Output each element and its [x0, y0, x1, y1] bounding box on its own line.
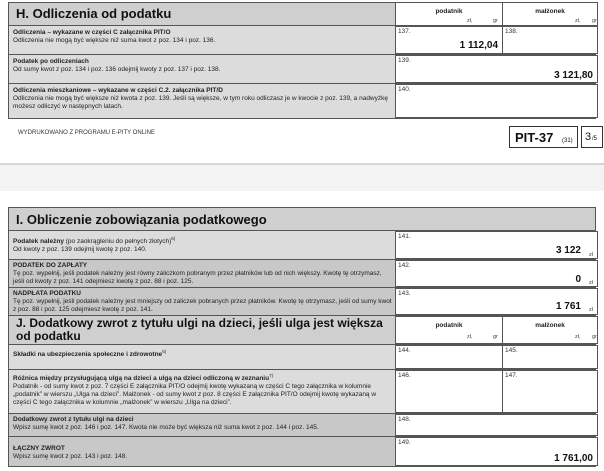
col-header-taxpayer: podatnik — [435, 322, 463, 329]
field-number: 147. — [505, 372, 518, 379]
row-desc: Od sumy kwot z poz. 134 i poz. 136 odejmij kwoty z poz. 137 i poz. 138. — [13, 66, 221, 73]
field-146[interactable] — [395, 370, 503, 413]
row-additional-refund — [8, 414, 596, 437]
row-deductions-pit-o — [8, 26, 596, 55]
field-currency: zł — [589, 307, 593, 313]
currency-gr: gr — [592, 18, 597, 24]
field-value: 1 761,00 — [554, 453, 593, 464]
field-number: 137. — [398, 28, 411, 35]
section-i-title: I. Obliczenie zobowiązania podatkowego — [16, 212, 267, 227]
row-desc: Tę poz. wypełnij, jeśli podatek należny jest równy zaliczkom pobranym przez płatników lub od nich większy. Kwotę tę otrzymasz, jeśli od kwoty z poz. 141 odejmiesz kwotę z poz. 88 i poz. 125. — [13, 270, 382, 285]
row-desc: Odliczenia nie mogą być większe niż kwota z poz. 139. Jeśli są większe, w tym roku odliczasz je w kwocie z poz. 139, a nadwyżkę możesz odliczyć w następnych latach. — [13, 95, 388, 110]
currency-zl: zł, — [467, 18, 473, 24]
field-144[interactable] — [395, 345, 503, 369]
field-value: 1 112,04 — [459, 40, 498, 51]
field-138[interactable] — [502, 26, 598, 54]
field-value: 0 — [575, 274, 581, 285]
field-number: 145. — [505, 347, 518, 354]
field-value: 3 122 — [555, 245, 581, 256]
field-number: 139. — [398, 57, 411, 64]
section-h-title: H. Odliczenia od podatku — [16, 6, 172, 21]
field-value: 1 761 — [555, 301, 581, 312]
row-label — [13, 445, 393, 461]
field-148[interactable] — [395, 414, 598, 436]
page-bottom — [0, 203, 604, 471]
field-142[interactable] — [395, 260, 598, 287]
row-label — [13, 29, 393, 45]
field-147[interactable] — [502, 370, 598, 413]
row-label — [13, 348, 393, 359]
row-total-refund — [8, 437, 596, 467]
row-title: PODATEK DO ZAPŁATY — [13, 262, 88, 269]
row-sup: 6) — [162, 349, 167, 354]
row-sup: 7) — [269, 373, 274, 378]
field-number: 143. — [398, 290, 411, 297]
row-tax-to-pay — [8, 260, 596, 288]
field-currency: zł — [589, 252, 593, 258]
field-141[interactable] — [395, 231, 598, 259]
row-title: Składki na ubezpieczenia społeczne i zdrowotne — [13, 351, 163, 359]
section-i-header — [8, 207, 596, 231]
row-title: Odliczenia mieszkaniowe – wykazane w części C.2. załącznika PIT/D — [13, 87, 223, 94]
row-child-relief-difference — [8, 370, 596, 414]
row-social-contributions — [8, 345, 596, 370]
row-label — [13, 262, 393, 286]
row-title-note: (po zaokrągleniu do pełnych złotych) — [65, 238, 172, 246]
row-title: Odliczenia – wykazane w części C załącznika PIT/O — [13, 29, 171, 36]
field-137[interactable] — [395, 26, 503, 54]
row-label — [13, 235, 393, 254]
row-title: ŁĄCZNY ZWROT — [13, 445, 65, 452]
field-number: 148. — [398, 416, 411, 423]
form-name: PIT-37 — [515, 130, 554, 145]
col-header-box-spouse — [502, 316, 598, 344]
field-number: 141. — [398, 233, 411, 240]
field-value: 3 121,80 — [554, 70, 593, 81]
section-h-header — [8, 2, 596, 26]
currency-zl: zł, — [575, 334, 581, 340]
field-number: 140. — [398, 86, 411, 93]
form-id-box — [509, 126, 578, 148]
field-currency: zł — [589, 280, 593, 286]
row-desc: Wpisz sumę kwot z poz. 146 i poz. 147. Kwota nie może być większa niż suma kwot z poz. 144 i poz. 145. — [13, 424, 319, 431]
page-top — [0, 0, 604, 158]
print-footer-note: WYDRUKOWANO Z PROGRAMU E-PITY ONLINE — [18, 130, 156, 136]
field-140[interactable] — [395, 84, 598, 118]
row-title: Różnica między przysługującą ulgą na dzieci a ulgą na dzieci odliczoną w zeznaniu — [13, 375, 270, 383]
row-housing-deductions — [8, 84, 596, 119]
currency-gr: gr — [493, 334, 498, 340]
row-title: Dodatkowy zwrot z tytułu ulgi na dzieci — [13, 416, 134, 423]
section-j-title: J. Dodatkowy zwrot z tytułu ulgi na dzieci, jeśli ulga jest większa od podatku — [16, 316, 383, 343]
row-title: Podatek po odliczeniach — [13, 58, 89, 65]
field-number: 146. — [398, 372, 411, 379]
page-separator — [0, 163, 604, 191]
row-label — [13, 290, 393, 314]
row-label — [13, 372, 393, 407]
row-desc: Tę poz. wypełnij, jeśli podatek należny jest mniejszy od zaliczek pobranych przez płatników. Kwotę tę otrzymasz, jeśli od sumy kwot z poz. 88 i poz. 125 odejmiesz kwotę z poz. 141. — [13, 298, 392, 313]
currency-zl: zł, — [575, 18, 581, 24]
page-total: /5 — [592, 136, 598, 142]
field-145[interactable] — [502, 345, 598, 369]
col-header-taxpayer: podatnik — [435, 8, 463, 15]
row-label — [13, 87, 393, 111]
form-version: (31) — [562, 138, 573, 144]
col-header-box-taxpayer — [395, 316, 503, 344]
field-number: 149. — [398, 439, 411, 446]
row-tax-overpayment — [8, 288, 596, 316]
page-number: 3 — [585, 131, 592, 143]
row-title: NADPŁATA PODATKU — [13, 290, 82, 297]
row-title: Podatek należny — [13, 238, 64, 246]
col-header-spouse: małżonek — [535, 322, 565, 329]
row-tax-after-deductions — [8, 55, 596, 84]
field-number: 142. — [398, 262, 411, 269]
field-139[interactable] — [395, 55, 598, 83]
row-desc: Podatnik - od sumy kwot z poz. 7 części E załącznika PIT/O odejmij kwotę wykazaną w części C tego załącznika w kolumnie „podatnik” w wierszu „Ulga na dzieci”. Małżonek - od sumy kwot z poz. 8 części E załącznika PIT/O odejmij kwotę wykazaną w części C tego załącznika w kolumnie „małżonek” w wierszu „Ulga na dzieci”. — [13, 383, 377, 407]
row-desc: Odliczenia nie mogą być większe niż suma kwot z poz. 134 i poz. 136. — [13, 37, 216, 44]
field-143[interactable] — [395, 288, 598, 315]
page-number-box — [581, 126, 603, 148]
currency-zl: zł, — [467, 334, 473, 340]
field-149[interactable] — [395, 437, 598, 466]
col-header-spouse: małżonek — [535, 8, 565, 15]
currency-gr: gr — [493, 18, 498, 24]
row-sup: 5) — [171, 236, 176, 241]
row-label — [13, 416, 393, 432]
row-label — [13, 58, 393, 74]
field-number: 138. — [505, 28, 518, 35]
field-number: 144. — [398, 347, 411, 354]
row-desc: Wpisz sumę kwot z poz. 143 i poz. 148. — [13, 453, 128, 460]
row-desc: Od kwoty z poz. 139 odejmij kwotę z poz. 140. — [13, 246, 147, 254]
currency-gr: gr — [592, 334, 597, 340]
row-tax-due — [8, 231, 596, 260]
section-j-header — [8, 316, 596, 345]
